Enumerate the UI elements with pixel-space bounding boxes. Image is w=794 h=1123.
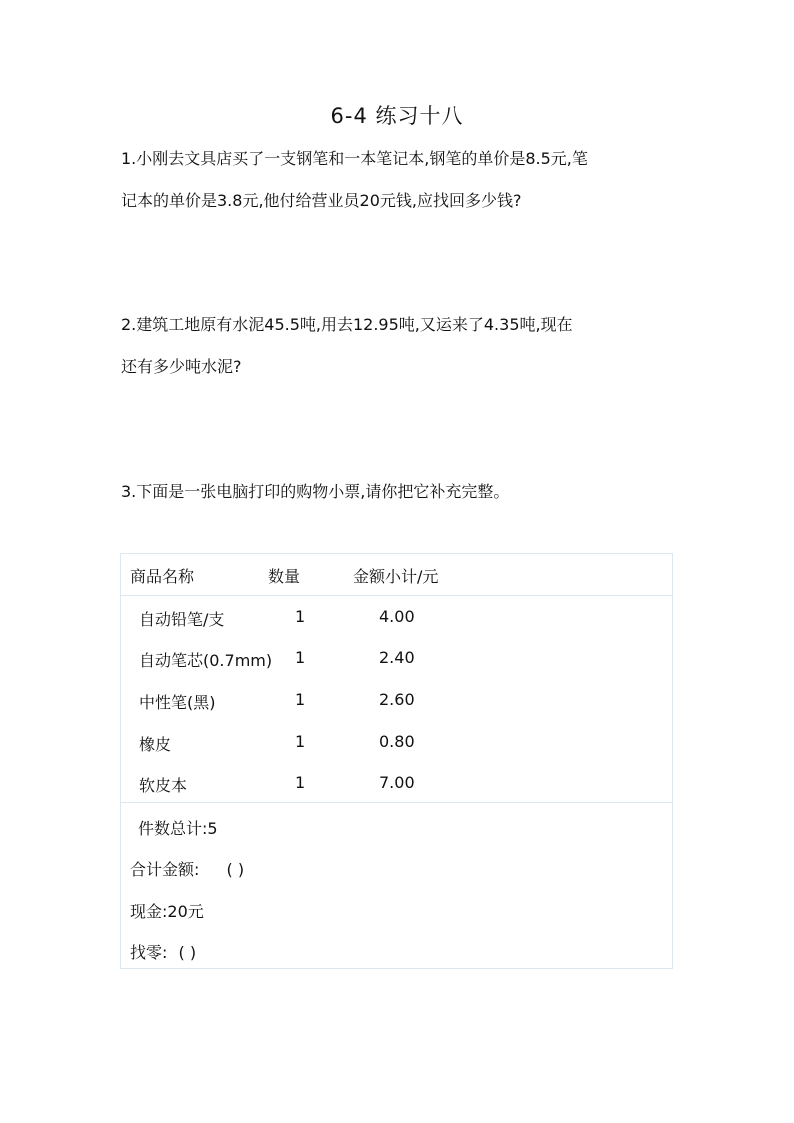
- question-1-line-2: 记本的单价是3.8元,他付给营业员20元钱,应找回多少钱?: [121, 191, 522, 210]
- change-blank: ( ): [178, 943, 197, 962]
- question-2-line-2: 还有多少吨水泥?: [121, 357, 242, 376]
- item-amount: 2.40: [379, 648, 415, 667]
- item-name: 中性笔(黑): [139, 693, 216, 712]
- item-amount: 7.00: [379, 773, 415, 792]
- item-name: 软皮本: [139, 776, 188, 795]
- item-quantity: 1: [295, 607, 306, 626]
- page-title: 6-4 练习十八: [330, 104, 464, 128]
- question-1-line-1: 1.小刚去文具店买了一支钢笔和一本笔记本,钢笔的单价是8.5元,笔: [121, 149, 588, 168]
- receipt-row: [121, 607, 672, 631]
- total-amount-blank: ( ): [226, 860, 245, 879]
- cash-paid: 现金:20元: [130, 902, 204, 921]
- question-3: [121, 471, 677, 513]
- item-amount: 0.80: [379, 732, 415, 751]
- question-3-line-1: 3.下面是一张电脑打印的购物小票,请你把它补充完整。: [121, 482, 510, 501]
- receipt-row: [121, 773, 672, 797]
- shopping-receipt: [120, 553, 673, 969]
- header-quantity: 数量: [268, 567, 301, 586]
- change-due: [130, 940, 196, 963]
- item-amount: 4.00: [379, 607, 415, 626]
- receipt-row: [121, 648, 672, 672]
- item-name: 自动笔芯(0.7mm): [139, 651, 273, 670]
- item-quantity: 1: [295, 690, 306, 709]
- item-quantity: 1: [295, 732, 306, 751]
- item-amount: 2.60: [379, 690, 415, 709]
- total-amount: [130, 857, 244, 880]
- question-2: [121, 304, 677, 388]
- item-name: 自动铅笔/支: [139, 610, 225, 629]
- header-amount: 金额小计/元: [353, 567, 439, 586]
- header-item-name: 商品名称: [130, 567, 195, 586]
- total-count: 件数总计:5: [138, 819, 218, 838]
- items-divider: [121, 802, 672, 803]
- total-amount-label: 合计金额:: [130, 860, 200, 879]
- item-name: 橡皮: [139, 735, 172, 754]
- change-label: 找零:: [130, 943, 168, 962]
- receipt-row: [121, 732, 672, 756]
- item-quantity: 1: [295, 773, 306, 792]
- header-divider: [121, 595, 672, 596]
- question-1: [121, 138, 677, 222]
- question-2-line-1: 2.建筑工地原有水泥45.5吨,用去12.95吨,又运来了4.35吨,现在: [121, 315, 573, 334]
- item-quantity: 1: [295, 648, 306, 667]
- receipt-row: [121, 690, 672, 714]
